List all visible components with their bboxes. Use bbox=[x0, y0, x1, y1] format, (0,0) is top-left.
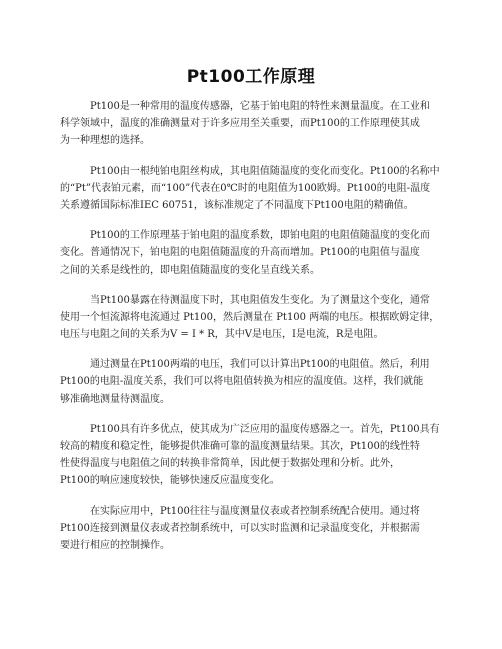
paragraph-line: 科学领域中，温度的准确测量对于许多应用至关重要，而Pt100的工作原理使其成 bbox=[60, 118, 420, 130]
paragraph-line: 电压与电阻之间的关系为V = I * R，其中V是电压，I是电流，R是电阻。 bbox=[60, 329, 384, 341]
paragraph-line: 够准确地测量待测温度。 bbox=[60, 393, 170, 405]
paragraph-line: 性使得温度与电阻值之间的转换非常简单，因此便于数据处理和分析。此外， bbox=[60, 458, 400, 470]
paragraph-line: 当Pt100暴露在待测温度下时，其电阻值发生变化。为了测量这个变化，通常 bbox=[90, 294, 430, 306]
paragraph bbox=[60, 292, 444, 344]
paragraph-line: 为一种理想的选择。 bbox=[60, 135, 150, 147]
paragraph-line: Pt100由一根纯铂电阻丝构成，其电阻值随温度的变化而变化。Pt100的名称中 bbox=[90, 165, 440, 177]
paragraph-line: 变化。普通情况下，铂电阻的电阻值随温度的升高而增加。Pt100的电阻值与温度 bbox=[60, 247, 420, 259]
paragraph-line: 使用一个恒流源将电流通过 Pt100，然后测量在 Pt100 两端的电压。根据欧姆定律， bbox=[60, 311, 440, 323]
paragraph-line: Pt100的电阻-温度关系，我们可以将电阻值转换为相应的温度值。这样，我们就能 bbox=[60, 376, 424, 388]
paragraph bbox=[60, 227, 444, 279]
paragraph bbox=[60, 163, 444, 215]
paragraph-line: Pt100连接到测量仪表或者控制系统中，可以实时监测和记录温度变化，并根据需 bbox=[60, 522, 420, 534]
paragraph-line: 的“Pt”代表铂元素，而“100”代表在0℃时的电阻值为100欧姆。Pt100的电阻-温度 bbox=[60, 182, 431, 194]
document-title: Pt100工作原理 bbox=[186, 67, 316, 87]
paragraph-line: Pt100的工作原理基于铂电阻的温度系数，即铂电阻的电阻值随温度的变化而 bbox=[90, 230, 430, 242]
paragraph-line: 通过测量在Pt100两端的电压，我们可以计算出Pt100的电阻值。然后，利用 bbox=[90, 359, 430, 371]
paragraph-line: 较高的精度和稳定性，能够提供准确可靠的温度测量结果。其次，Pt100的线性特 bbox=[60, 441, 420, 452]
paragraph bbox=[60, 503, 444, 555]
paragraph bbox=[60, 421, 444, 490]
paragraph-line: 之间的关系是线性的，即电阻值随温度的变化呈直线关系。 bbox=[60, 264, 320, 276]
document-body bbox=[60, 98, 444, 567]
paragraph-line: 要进行相应的控制操作。 bbox=[60, 539, 170, 551]
paragraph-line: 关系遵循国际标准IEC 60751，该标准规定了不同温度下Pt100电阻的精确值。 bbox=[60, 199, 414, 211]
paragraph-line: Pt100是一种常用的温度传感器，它基于铂电阻的特性来测量温度。在工业和 bbox=[90, 101, 430, 112]
paragraph bbox=[60, 98, 444, 150]
paragraph-line: 在实际应用中，Pt100往往与温度测量仪表或者控制系统配合使用。通过将 bbox=[90, 505, 420, 517]
paragraph-line: Pt100具有许多优点，使其成为广泛应用的温度传感器之一。首先，Pt100具有 bbox=[90, 423, 440, 435]
paragraph-line: Pt100的响应速度较快，能够快速反应温度变化。 bbox=[60, 475, 280, 487]
paragraph bbox=[60, 356, 444, 408]
